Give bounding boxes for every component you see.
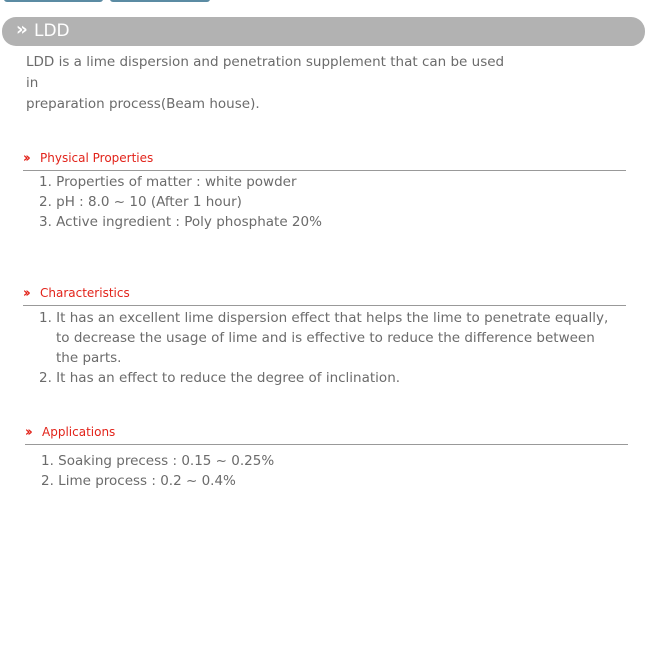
- section-heading-label: Characteristics: [40, 286, 130, 300]
- list-item: 1. It has an excellent lime dispersion effect that helps the lime to penetrate equally,: [39, 310, 609, 326]
- section-heading-label: Applications: [42, 425, 116, 439]
- list-item: 2. Lime process : 0.2 ~ 0.4%: [41, 473, 236, 489]
- list-item: 1. Soaking precess : 0.15 ~ 0.25%: [41, 453, 275, 469]
- top-tab-1[interactable]: [4, 0, 103, 2]
- intro-line-1: LDD is a lime dispersion and penetration supplement that can be used in: [26, 54, 505, 91]
- top-tab-2[interactable]: [110, 0, 210, 2]
- section-divider: [23, 170, 626, 171]
- product-title: LDD: [34, 21, 70, 41]
- product-title-bar: [2, 17, 645, 46]
- list-item: 3. Active ingredient : Poly phosphate 20%: [39, 214, 322, 230]
- double-chevron-right-icon: ››: [23, 151, 28, 166]
- characteristics-list: [39, 308, 608, 388]
- section-divider: [23, 305, 626, 306]
- double-chevron-right-icon: ››: [23, 286, 28, 301]
- double-chevron-right-icon: ››: [16, 19, 25, 40]
- intro-line-2: preparation process(Beam house).: [26, 96, 260, 112]
- list-item-continuation: to decrease the usage of lime and is effective to reduce the difference between: [56, 330, 595, 346]
- list-item: 2. It has an effect to reduce the degree of inclination.: [39, 370, 401, 386]
- double-chevron-right-icon: ››: [25, 425, 30, 440]
- section-divider: [25, 444, 628, 445]
- list-item: 1. Properties of matter : white powder: [39, 174, 297, 190]
- product-intro: [26, 52, 506, 115]
- list-item: 2. pH : 8.0 ~ 10 (After 1 hour): [39, 194, 242, 210]
- applications-list: [41, 451, 274, 491]
- property-list: [39, 172, 322, 232]
- list-item-continuation: the parts.: [56, 350, 122, 366]
- section-heading-label: Physical Properties: [40, 151, 154, 165]
